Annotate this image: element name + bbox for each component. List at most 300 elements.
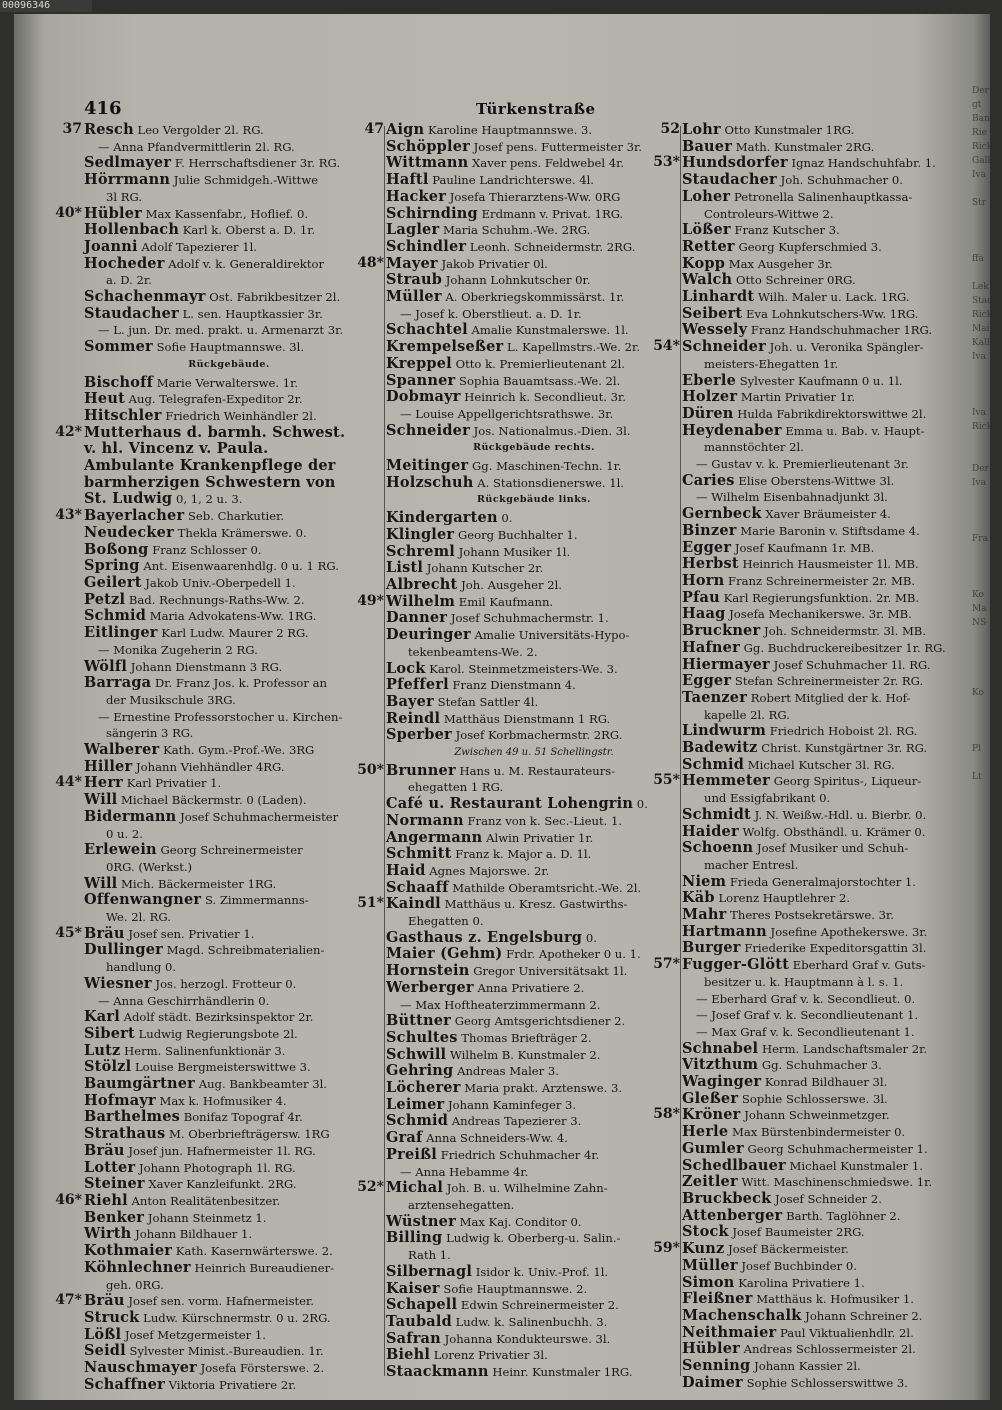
resident-details: Xaver pens. Feldwebel 4r.	[472, 156, 625, 171]
resident-name: Schmid	[386, 1112, 449, 1130]
resident-details: Johann Kutscher 2r.	[426, 561, 544, 576]
resident-details: Kath. Gym.-Prof.-We. 3RG	[163, 743, 315, 758]
resident-name: Wirth	[84, 1225, 132, 1243]
resident-name: Lößl	[84, 1325, 122, 1343]
directory-entry	[386, 1030, 682, 1047]
resident-details: Gg. Maschinen-Techn. 1r.	[472, 459, 622, 474]
directory-entry	[682, 723, 972, 740]
resident-details: Josef Schuhmachermstr. 1.	[450, 611, 609, 626]
column-3	[653, 121, 972, 1391]
entry-continuation: kapelle 2l. RG.	[704, 707, 790, 722]
directory-entry	[682, 1291, 972, 1308]
resident-name: Gernbeck	[682, 505, 762, 523]
resident-name: Hitschler	[84, 406, 162, 424]
family-member-entry: — Josef Graf v. k. Secondlieutenant 1.	[696, 1008, 919, 1023]
directory-entry	[386, 1264, 682, 1281]
resident-name: Baumgärtner	[84, 1075, 196, 1093]
directory-entry: 43* Bayerlacher Seb. Charkutier.	[55, 507, 285, 525]
resident-details: Thekla Krämerswe. 0.	[177, 525, 307, 540]
resident-name: Schultes	[386, 1028, 458, 1046]
resident-name: Holzer	[682, 388, 738, 406]
resident-name: Café u. Restaurant Lohengrin	[386, 795, 634, 813]
directory-entry	[682, 640, 972, 657]
resident-details: Josefa Försterswe. 2.	[200, 1361, 325, 1376]
directory-entry	[386, 189, 682, 206]
directory-entry	[682, 389, 972, 406]
resident-details: Johann Kaminfeger 3.	[448, 1097, 577, 1112]
directory-entry	[386, 1113, 682, 1130]
directory-entry: 49* Wilhelm Emil Kaufmann.	[357, 592, 554, 610]
directory-entry	[682, 473, 972, 490]
directory-entry	[386, 139, 682, 156]
resident-details: Heinrich k. Secondlieut. 3r.	[464, 390, 626, 405]
resident-details: Franz Schreinermeister 2r. MB.	[728, 573, 916, 588]
entry-continuation: der Musikschule 3RG.	[106, 692, 236, 707]
directory-entry: 48* Mayer Jakob Privatier 0l.	[357, 254, 548, 272]
resident-name: Steiner	[84, 1175, 145, 1193]
directory-entry	[84, 792, 374, 809]
resident-details: Emil Kaufmann.	[458, 594, 554, 609]
directory-entry	[386, 963, 682, 980]
directory-entry	[682, 1141, 972, 1158]
resident-details: Adolf Tapezierer 1l.	[141, 239, 257, 254]
directory-entry	[386, 946, 682, 963]
resident-name: Lock	[386, 659, 426, 677]
resident-details: Johann Bildhauer 1.	[135, 1227, 253, 1242]
adjacent-page-edge: Der gt Bang Rie Rick Gall Iva Str ffa Lek Stad Rick Mai Kall Iva Iva Rick Der Iva Fra Ko Ma NS Ko Pl Lt	[972, 86, 996, 782]
resident-name: Lindwurm	[682, 722, 766, 740]
directory-entry	[386, 930, 682, 947]
section-heading: Rückgebäude rechts.	[473, 442, 595, 454]
column-2	[357, 121, 682, 1381]
directory-entry	[386, 458, 682, 475]
resident-name: Maier (Gehm)	[386, 945, 503, 963]
directory-entry	[84, 491, 374, 508]
resident-details: Lorenz Hauptlehrer 2.	[718, 891, 851, 906]
resident-name: Albrecht	[386, 575, 458, 593]
entry-continuation: handlung 0.	[106, 960, 177, 975]
resident-name: Holzschuh	[386, 473, 474, 491]
directory-entry	[386, 527, 682, 544]
resident-name: Schachenmayr	[84, 288, 206, 306]
directory-entry	[682, 690, 972, 707]
directory-entry	[84, 458, 374, 475]
directory-entry: 52 Lohr Otto Kunstmaler 1RG.	[660, 121, 855, 138]
resident-name: Wüstner	[386, 1212, 456, 1230]
resident-name: Bräu	[84, 924, 125, 942]
directory-entry	[84, 675, 374, 692]
resident-details: 0, 1, 2 u. 3.	[175, 492, 243, 507]
resident-name: Müller	[386, 288, 442, 306]
resident-name: Haag	[682, 605, 726, 623]
directory-entry	[386, 1130, 682, 1147]
directory-entry	[386, 206, 682, 223]
resident-name: Heut	[84, 390, 125, 408]
resident-details: Johann Schreiner 2.	[805, 1308, 923, 1323]
directory-entry: 47 Aign Karoline Hauptmannswe. 3.	[364, 121, 593, 138]
resident-details: Franz Dienstmann 4.	[452, 678, 576, 693]
directory-entry	[386, 356, 682, 373]
resident-details: Michael Kunstmaler 1.	[789, 1158, 923, 1173]
resident-name: Bräu	[84, 1292, 125, 1310]
directory-entry	[386, 677, 682, 694]
resident-details: Ant. Eisenwaarenhdlg. 0 u. 1 RG.	[143, 559, 339, 574]
resident-name: Neithmaier	[682, 1323, 777, 1341]
directory-entry	[682, 907, 972, 924]
resident-details: Witt. Maschinenschmiedswe. 1r.	[741, 1175, 933, 1190]
entry-continuation: a. D. 2r.	[106, 273, 152, 288]
directory-entry	[84, 1310, 374, 1327]
resident-details: Jakob Univ.-Oberpedell 1.	[145, 575, 296, 590]
resident-details: Sophie Schlosserswe. 3l.	[741, 1091, 888, 1106]
resident-name: Attenberger	[682, 1206, 783, 1224]
resident-name: Graf	[386, 1129, 423, 1147]
resident-name: Egger	[682, 672, 732, 690]
resident-details: Sophia Bauamtsass.-We. 2l.	[459, 373, 621, 388]
directory-entry	[682, 606, 972, 623]
resident-name: Kaindl	[386, 895, 441, 913]
directory-entry	[84, 441, 374, 458]
resident-details: Emma u. Bab. v. Haupt-	[785, 423, 925, 438]
resident-details: Maria Advokatens-Ww. 1RG.	[149, 609, 317, 624]
resident-details: Hulda Fabrikdirektorswittwe 2l.	[737, 406, 927, 421]
family-member-entry: — Max Graf v. k. Secondlieutenant 1.	[696, 1024, 915, 1039]
directory-entry	[682, 1158, 972, 1175]
resident-details: Johanna Kondukteurswe. 3l.	[444, 1331, 611, 1346]
directory-entry	[682, 740, 972, 757]
resident-name: Riehl	[84, 1192, 128, 1209]
directory-entry	[682, 172, 972, 189]
resident-name: Senning	[682, 1357, 751, 1375]
resident-name: Haid	[386, 861, 426, 879]
resident-details: Johann Kassier 2l.	[754, 1359, 861, 1374]
resident-name: Will	[84, 791, 118, 809]
family-member-entry: — Louise Appellgerichtsrathswe. 3r.	[400, 406, 614, 421]
directory-entry	[84, 1243, 374, 1260]
resident-details: Sofie Hauptmannswe. 3l.	[156, 340, 305, 355]
directory-entry	[386, 339, 682, 356]
resident-details: Joh. Schuhmacher 0.	[780, 173, 903, 188]
directory-entry	[682, 506, 972, 523]
directory-entry	[682, 272, 972, 289]
directory-entry	[386, 475, 682, 492]
resident-details: Josefine Apothekerswe. 3r.	[770, 924, 928, 939]
resident-details: Karl k. Oberst a. D. 1r.	[182, 223, 316, 238]
resident-details: Max Bürstenbindermeister 0.	[732, 1125, 906, 1140]
directory-entry	[84, 1176, 374, 1193]
resident-details: L. sen. Hauptkassier 3r.	[182, 306, 323, 321]
resident-name: Strathaus	[84, 1125, 166, 1143]
column-1	[55, 121, 374, 1393]
directory-entry	[682, 1308, 972, 1325]
resident-details: Hans u. M. Restaurateurs-	[459, 763, 616, 778]
resident-details: Johann Musiker 1l.	[458, 544, 571, 559]
directory-entry	[84, 1026, 374, 1043]
resident-details: L. Kapellmstrs.-We. 2r.	[507, 340, 640, 355]
resident-details: Andreas Maler 3.	[457, 1064, 559, 1079]
directory-entry: 51* Kaindl Matthäus u. Kresz. Gastwirths-	[357, 895, 628, 913]
directory-entry	[386, 1047, 682, 1064]
resident-name: Biehl	[386, 1346, 431, 1364]
resident-details: Josef Korbmachermstr. 2RG.	[455, 728, 623, 743]
resident-name: Retter	[682, 237, 735, 255]
directory-entry	[682, 1041, 972, 1058]
resident-details: Josefa Mechanikerswe. 3r. MB.	[729, 607, 912, 622]
resident-details: Franz Kutscher 3.	[734, 223, 840, 238]
resident-name: Bruckner	[682, 622, 761, 640]
directory-entry	[386, 510, 682, 527]
resident-details: Michael Kutscher 3l. RG.	[747, 757, 895, 772]
directory-entry	[84, 759, 374, 776]
directory-entry	[386, 289, 682, 306]
directory-entry	[386, 373, 682, 390]
resident-details: Wilhelm B. Kunstmaler 2.	[449, 1047, 601, 1062]
directory-entry	[682, 1057, 972, 1074]
resident-details: Konrad Bildhauer 3l.	[764, 1075, 888, 1090]
resident-details: Georg Amtsgerichtsdiener 2.	[454, 1014, 626, 1029]
directory-entry	[84, 155, 374, 172]
family-member-entry: — Ernestine Professorstocher u. Kirchen-	[98, 709, 343, 724]
resident-details: Bad. Rechnungs-Raths-Ww. 2.	[128, 592, 305, 607]
resident-name: Fugger-Glött	[682, 956, 790, 974]
entry-continuation: macher Entresl.	[704, 857, 799, 872]
resident-name: Leimer	[386, 1095, 445, 1113]
resident-details: Josef sen. Privatier 1.	[128, 926, 255, 941]
resident-name: Waginger	[682, 1073, 762, 1091]
resident-name: Gasthaus z. Engelsburg	[386, 928, 583, 946]
resident-name: Aign	[386, 121, 425, 138]
resident-name: Resch	[84, 121, 134, 138]
directory-entry	[84, 575, 374, 592]
directory-entry	[386, 423, 682, 440]
resident-details: Thomas Briefträger 2.	[461, 1030, 592, 1045]
resident-name: Safran	[386, 1329, 441, 1347]
resident-name: Schedlbauer	[682, 1156, 786, 1174]
resident-details: 0.	[501, 511, 513, 526]
resident-details: Otto Schreiner 0RG.	[736, 273, 856, 288]
directory-entry: 40* Hübler Max Kassenfabr., Hoflief. 0.	[55, 204, 309, 222]
directory-entry	[386, 1314, 682, 1331]
resident-details: Karol. Steinmetzmeisters-We. 3.	[429, 661, 618, 676]
resident-name: Erlewein	[84, 841, 157, 859]
resident-details: Ost. Fabrikbesitzer 2l.	[209, 290, 341, 305]
resident-details: Josef Musiker und Schuh-	[756, 841, 909, 856]
resident-name: Zeitler	[682, 1173, 738, 1191]
directory-entry: 54* Schneider Joh. u. Veronika Spängler-	[653, 338, 924, 356]
resident-name: Staudacher	[84, 304, 179, 322]
resident-details: Sophie Schlosserswittwe 3.	[746, 1375, 908, 1390]
resident-name: Schwill	[386, 1045, 447, 1063]
directory-entry	[84, 172, 374, 189]
resident-details: Georg Spiritus-, Liqueur-	[773, 774, 922, 789]
directory-entry	[84, 239, 374, 256]
resident-name: Schindler	[386, 237, 467, 255]
resident-details: Agnes Majorswe. 2r.	[429, 863, 550, 878]
resident-details: Sylvester Kaufmann 0 u. 1l.	[739, 373, 903, 388]
resident-details: Maria prakt. Arztenswe. 3.	[464, 1081, 623, 1096]
resident-details: Ludwig Regierungsbote 2l.	[138, 1026, 298, 1041]
resident-name: Hiller	[84, 757, 133, 775]
directory-entry	[84, 659, 374, 676]
entry-continuation: ehegatten 1 RG.	[408, 780, 504, 795]
resident-name: Seibert	[682, 304, 743, 322]
resident-details: Louise Bergmeisterswittwe 3.	[134, 1060, 311, 1075]
resident-name: Lutz	[84, 1041, 121, 1059]
resident-name: Hiermayer	[682, 655, 770, 673]
directory-entry	[682, 1174, 972, 1191]
entry-continuation: geh. 0RG.	[106, 1277, 164, 1292]
resident-name: Sedlmayer	[84, 154, 172, 172]
directory-entry	[84, 256, 374, 273]
resident-details: Karl Ludw. Maurer 2 RG.	[161, 626, 309, 641]
resident-name: Sibert	[84, 1024, 135, 1042]
resident-details: Eva Lohnkutschers-Ww. 1RG.	[746, 306, 919, 321]
resident-details: Adolf städt. Bezirksinspektor 2r.	[123, 1010, 314, 1025]
directory-entry	[386, 577, 682, 594]
directory-entry	[84, 1043, 374, 1060]
resident-details: Marie Baronin v. Stiftsdame 4.	[740, 523, 920, 538]
resident-name: Preißl	[386, 1145, 438, 1163]
directory-entry	[682, 1341, 972, 1358]
directory-entry	[682, 1191, 972, 1208]
directory-entry	[386, 389, 682, 406]
resident-name: Stock	[682, 1223, 729, 1241]
directory-entry	[84, 1226, 374, 1243]
resident-name: Käb	[682, 889, 715, 907]
resident-name: Heydenaber	[682, 421, 782, 439]
directory-entry	[84, 1160, 374, 1177]
scan-id-label: 00096346	[0, 0, 92, 12]
resident-name: Kothmaier	[84, 1242, 173, 1260]
resident-name: Bayer	[386, 692, 434, 710]
resident-details: Mathilde Oberamtsricht.-We. 2l.	[452, 880, 642, 895]
resident-details: Max k. Hofmusiker 4.	[159, 1093, 287, 1108]
resident-details: Franz k. Major a. D. 1l.	[455, 847, 592, 862]
directory-entry	[386, 544, 682, 561]
resident-details: Ludw. Kürschnermstr. 0 u. 2RG.	[143, 1310, 331, 1325]
resident-name: Bauer	[682, 137, 733, 155]
resident-name: Düren	[682, 404, 734, 422]
resident-name: Barthelmes	[84, 1108, 180, 1126]
resident-name: Kopp	[682, 254, 726, 272]
resident-details: Martin Privatier 1r.	[740, 390, 856, 405]
resident-name: Will	[84, 874, 118, 892]
directory-entry	[84, 1093, 374, 1110]
family-member-entry: — Max Hoftheaterzimmermann 2.	[400, 997, 601, 1012]
directory-entry	[682, 890, 972, 907]
resident-name: Loher	[682, 187, 731, 205]
resident-details: Matthäus u. Kresz. Gastwirths-	[444, 897, 628, 912]
resident-details: Paul Viktualienhdlr. 2l.	[780, 1325, 914, 1340]
resident-name: Daimer	[682, 1373, 743, 1391]
entry-continuation: und Essigfabrikant 0.	[704, 791, 831, 806]
resident-name: Simon	[682, 1273, 735, 1291]
directory-entry	[84, 892, 374, 909]
directory-entry	[682, 1074, 972, 1091]
resident-details: Jos. herzogl. Frotteur 0.	[155, 976, 297, 991]
directory-entry	[386, 172, 682, 189]
resident-details: Heinr. Kunstmaler 1RG.	[492, 1365, 633, 1380]
resident-name: Mayer	[386, 254, 438, 272]
resident-name: Sperber	[386, 726, 452, 744]
resident-name: Vitzthum	[682, 1056, 759, 1074]
resident-details: Bonifaz Topograf 4r.	[183, 1110, 303, 1125]
resident-name: Angermann	[386, 828, 483, 846]
resident-details: Leonh. Schneidermstr. 2RG.	[469, 239, 636, 254]
resident-name: Burger	[682, 939, 741, 957]
directory-entry	[682, 322, 972, 339]
directory-entry: 45* Bräu Josef sen. Privatier 1.	[55, 924, 255, 942]
family-member-entry: — Anna Pfandvermittlerin 2l. RG.	[98, 139, 295, 154]
resident-details: Xaver Bräumeister 4.	[765, 507, 891, 522]
resident-details: Heinrich Hausmeister 1l. MB.	[742, 557, 919, 572]
resident-name: Bischoff	[84, 373, 154, 391]
resident-name: Hörrmann	[84, 171, 171, 189]
entry-continuation: meisters-Ehegatten 1r.	[704, 356, 839, 371]
entry-continuation: 3l RG.	[106, 189, 143, 204]
resident-name: Taubald	[386, 1312, 452, 1330]
resident-details: Josef Schuhmacher 1l. RG.	[773, 657, 931, 672]
resident-name: Wölfl	[84, 657, 128, 675]
resident-name: St. Ludwig	[84, 490, 173, 508]
resident-details: Frdr. Apotheker 0 u. 1.	[506, 947, 641, 962]
directory-entry	[386, 694, 682, 711]
resident-details: Aug. Bankbeamter 3l.	[198, 1077, 327, 1092]
resident-details: Julie Schmidgeh.-Wittwe	[173, 173, 319, 188]
resident-name: Wiesner	[84, 974, 152, 992]
resident-details: Andreas Schlossermeister 2l.	[743, 1342, 916, 1357]
resident-name: Wilhelm	[386, 592, 456, 610]
resident-details: Erdmann v. Privat. 1RG.	[481, 206, 624, 221]
directory-entry	[386, 1364, 682, 1381]
directory-entry	[386, 846, 682, 863]
resident-details: Robert Mitglied der k. Hof-	[750, 690, 911, 705]
resident-details: Josef pens. Futtermeister 3r.	[473, 139, 642, 154]
directory-entry	[682, 573, 972, 590]
resident-details: Viktoria Privatiere 2r.	[168, 1377, 297, 1392]
resident-details: Amalie Kunstmalerswe. 1l.	[471, 323, 629, 338]
resident-name: Büttner	[386, 1012, 452, 1030]
directory-entry	[84, 1009, 374, 1026]
resident-name: Lotter	[84, 1158, 136, 1176]
directory-entry	[84, 475, 374, 492]
resident-details: Johann Lohnkutscher 0r.	[445, 273, 591, 288]
directory-entry	[386, 1347, 682, 1364]
resident-name: Caries	[682, 471, 735, 489]
directory-entry	[682, 373, 972, 390]
resident-name: Hocheder	[84, 254, 165, 272]
directory-entry	[682, 590, 972, 607]
directory-entry	[84, 876, 374, 893]
resident-name: Spanner	[386, 371, 456, 389]
resident-details: Barth. Taglöhner 2.	[786, 1208, 901, 1223]
directory-entry	[84, 542, 374, 559]
resident-name: Stölzl	[84, 1058, 132, 1076]
resident-name: Horn	[682, 571, 725, 589]
resident-details: Gg. Buchdruckereibesitzer 1r. RG.	[743, 640, 946, 655]
resident-details: Johann Photograph 1l. RG.	[139, 1160, 296, 1175]
resident-name: Dobmayr	[386, 388, 461, 406]
directory-entry: 44* Herr Karl Privatier 1.	[55, 774, 222, 792]
resident-name: Schreml	[386, 542, 455, 560]
resident-name: Danner	[386, 609, 448, 627]
directory-entry	[386, 272, 682, 289]
resident-details: Franz von k. Sec.-Lieut. 1.	[467, 813, 623, 828]
directory-entry	[682, 1375, 972, 1392]
directory-entry	[682, 239, 972, 256]
directory-entry	[84, 222, 374, 239]
resident-name: Schaffner	[84, 1375, 165, 1393]
